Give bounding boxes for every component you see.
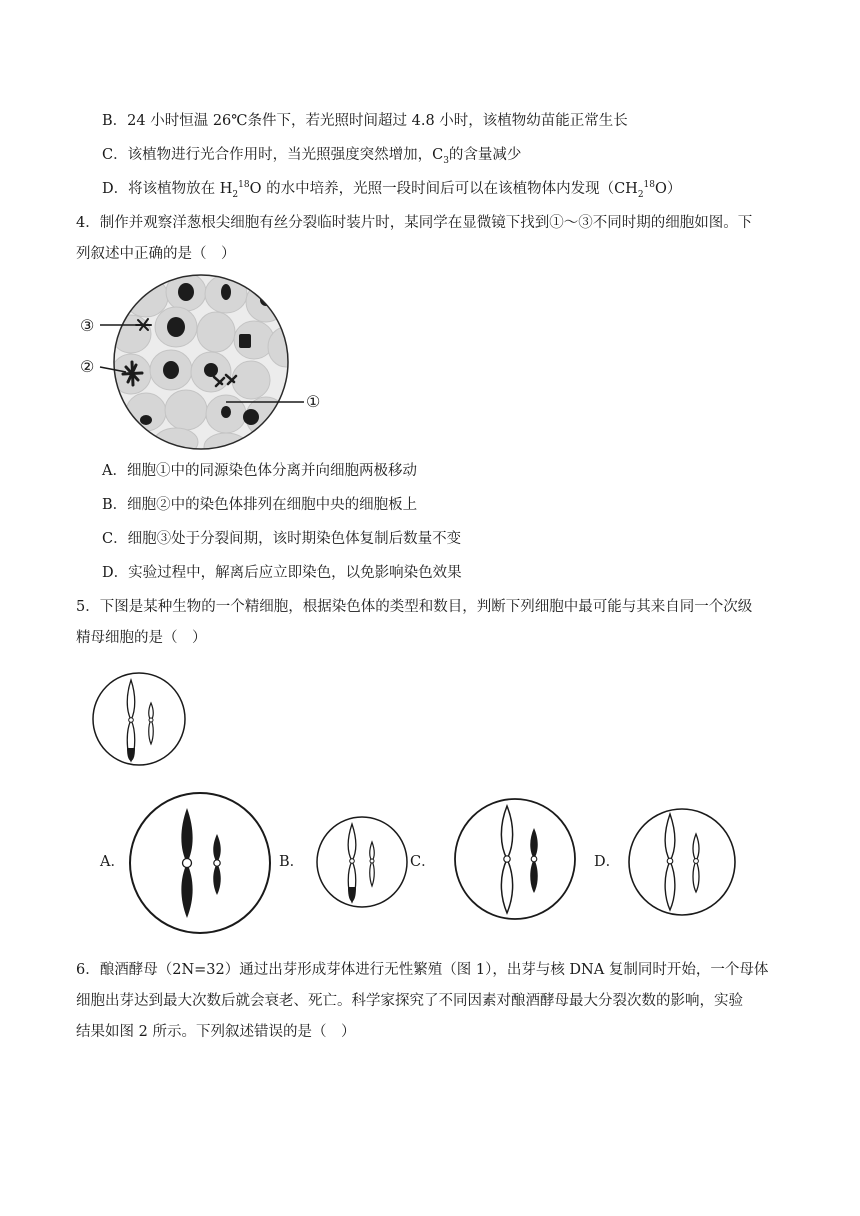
q3-option-d-text1: D．将该植物放在 H bbox=[102, 181, 233, 197]
q5-option-b-label: B． bbox=[279, 854, 305, 870]
q3-option-c-text-end: 的含量减少 bbox=[448, 147, 522, 163]
q3-option-c bbox=[102, 145, 521, 165]
q3-option-c-sub: 3 bbox=[443, 155, 449, 166]
q5-option-c-figure bbox=[452, 796, 578, 922]
q4-option-c: C．细胞③处于分裂间期，该时期染色体复制后数量不变 bbox=[102, 531, 462, 547]
q6-stem-line2: 细胞出芽达到最大次数后就会衰老、死亡。科学家探究了不同因素对酿酒酵母最大分裂次数的影响，实验 bbox=[76, 993, 743, 1009]
q3-option-d-text2: O 的水中培养，光照一段时间后可以在该植物体内发现（CH bbox=[249, 181, 638, 197]
q3-option-c-text: C．该植物进行光合作用时，当光照强度突然增加，C bbox=[102, 147, 444, 163]
q5-stem-line2: 精母细胞的是（ ） bbox=[76, 630, 207, 646]
q4-option-d: D．实验过程中，解离后应立即染色，以免影响染色效果 bbox=[102, 565, 462, 581]
q5-option-d-label: D． bbox=[594, 854, 621, 870]
q3-option-d bbox=[102, 179, 681, 199]
q6-stem-line3: 结果如图 2 所示。下列叙述错误的是（ ） bbox=[76, 1024, 356, 1040]
q3-option-d-sub1: 2 bbox=[232, 189, 239, 200]
q5-option-b-figure bbox=[314, 814, 410, 910]
q4-option-b: B．细胞②中的染色体排列在细胞中央的细胞板上 bbox=[102, 497, 418, 513]
label-one: ① bbox=[306, 392, 321, 411]
q5-option-d-figure bbox=[626, 806, 738, 918]
q4-option-a: A．细胞①中的同源染色体分离并向细胞两极移动 bbox=[102, 463, 417, 479]
q3-option-b bbox=[102, 111, 628, 131]
q3-option-d-sup1: 18 bbox=[238, 180, 250, 191]
q4-stem-line1: 4．制作并观察洋葱根尖细胞有丝分裂临时装片时，某同学在显微镜下找到①～③不同时期的细胞如图。下 bbox=[76, 215, 753, 231]
q3-option-d-sup2: 18 bbox=[643, 180, 655, 191]
label-three: ③ bbox=[80, 316, 95, 335]
q6-stem-line1: 6．酿酒酵母（2N=32）通过出芽形成芽体进行无性繁殖（图 1），出芽与核 DNA 复制同时开始，一个母体 bbox=[76, 962, 769, 978]
q3-option-d-text3: O） bbox=[655, 181, 682, 197]
sperm-cell-figure bbox=[90, 670, 188, 768]
q3-option-b-text: B．24 小时恒温 26℃条件下，若光照时间超过 4.8 小时，该植物幼苗能正常生长 bbox=[102, 113, 628, 129]
q5-stem-line1: 5．下图是某种生物的一个精细胞，根据染色体的类型和数目，判断下列细胞中最可能与其来自同一个次级 bbox=[76, 599, 753, 615]
q5-option-a-figure bbox=[127, 790, 273, 936]
q4-stem-line2: 列叙述中正确的是（ ） bbox=[76, 246, 236, 262]
q5-option-a-label: A． bbox=[100, 854, 125, 870]
q3-option-d-sub2: 2 bbox=[637, 189, 644, 200]
q5-option-c-label: C． bbox=[410, 854, 436, 870]
label-two: ② bbox=[80, 357, 95, 376]
microscope-figure bbox=[76, 272, 346, 452]
